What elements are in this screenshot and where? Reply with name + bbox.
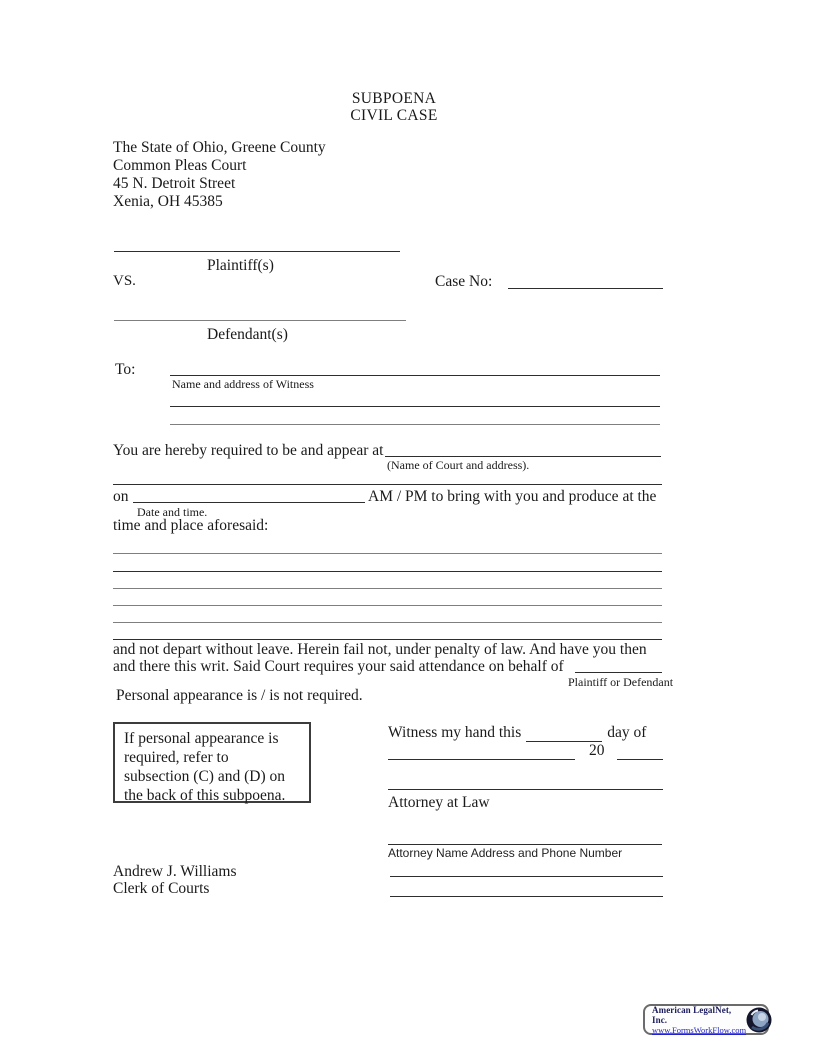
- defendant-label: Defendant(s): [207, 326, 288, 343]
- witness-hand-row: [388, 724, 646, 742]
- produce-item-line-3[interactable]: [113, 588, 662, 589]
- form-title-line1: SUBPOENA: [351, 90, 437, 107]
- year-prefix: 20: [589, 742, 605, 759]
- witness-day-field[interactable]: [526, 727, 602, 742]
- attorney-at-law-label: Attorney at Law: [388, 794, 490, 811]
- witness-month-field[interactable]: [388, 745, 575, 760]
- witness-year-field[interactable]: [617, 745, 663, 760]
- produce-item-line-4[interactable]: [113, 605, 662, 606]
- date-time-field[interactable]: [133, 502, 365, 503]
- court-address-continuation-field[interactable]: [113, 484, 662, 485]
- court-name-caption: (Name of Court and address).: [387, 458, 530, 472]
- am-pm-text: AM / PM to bring with you and produce at the: [368, 488, 657, 505]
- attorney-name-field[interactable]: [388, 844, 662, 845]
- globe-logo-icon: [746, 1007, 772, 1033]
- court-header: [113, 139, 326, 211]
- aforesaid-text: time and place aforesaid:: [113, 517, 269, 534]
- clerk-name: Andrew J. Williams: [113, 863, 237, 880]
- attorney-info-caption: Attorney Name Address and Phone Number: [388, 846, 623, 860]
- court-name-field[interactable]: [385, 456, 661, 457]
- form-title-line2: CIVIL CASE: [350, 107, 438, 124]
- produce-item-line-1[interactable]: [113, 553, 662, 554]
- vendor-website-link[interactable]: www.FormsWorkFlow.com: [652, 1024, 747, 1035]
- clerk-title: Clerk of Courts: [113, 880, 210, 897]
- vendor-badge: [643, 1004, 769, 1035]
- to-label: To:: [115, 361, 136, 378]
- witness-address-line-2[interactable]: [170, 406, 660, 407]
- court-header-city: Xenia, OH 45385: [113, 193, 223, 210]
- witness-lead-text: Witness my hand this: [388, 724, 522, 741]
- on-label: on: [113, 488, 129, 505]
- court-header-street: 45 N. Detroit Street: [113, 175, 236, 192]
- notice-line-2: required, refer to: [124, 749, 229, 766]
- notice-line-3: subsection (C) and (D) on: [124, 768, 285, 785]
- attorney-info-line-3[interactable]: [390, 896, 663, 897]
- defendant-name-field[interactable]: [114, 320, 406, 321]
- vendor-text: [652, 1005, 746, 1035]
- plaintiff-label: Plaintiff(s): [207, 257, 274, 274]
- attorney-signature-field[interactable]: [388, 789, 663, 790]
- case-no-label: Case No:: [435, 273, 493, 290]
- vendor-company-name: American LegalNet, Inc.: [652, 1004, 732, 1025]
- produce-item-line-2[interactable]: [113, 571, 662, 572]
- attorney-info-line-2[interactable]: [390, 876, 663, 877]
- party-caption: Plaintiff or Defendant: [568, 675, 674, 689]
- behalf-party-field[interactable]: [575, 672, 662, 673]
- witness-address-line-1[interactable]: [170, 375, 660, 376]
- day-of-label: day of: [607, 724, 647, 741]
- witness-address-line-3[interactable]: [170, 424, 660, 425]
- court-header-state: The State of Ohio, Greene County: [113, 139, 326, 156]
- case-number-field[interactable]: [508, 288, 663, 289]
- witness-caption: Name and address of Witness: [172, 377, 314, 391]
- vs-label: VS.: [113, 273, 136, 289]
- produce-item-line-5[interactable]: [113, 622, 662, 623]
- notice-line-1: If personal appearance is: [124, 730, 279, 747]
- writ-text-line2: and there this writ. Said Court requires your said attendance on behalf of: [113, 658, 564, 675]
- writ-text-line1: and not depart without leave. Herein fail not, under penalty of law. And have you then: [113, 641, 647, 658]
- date-time-caption: Date and time.: [137, 505, 208, 519]
- notice-line-4: the back of this subpoena.: [124, 787, 286, 804]
- personal-appearance-text: Personal appearance is / is not required.: [116, 687, 363, 704]
- require-appear-text: You are hereby required to be and appear at: [113, 442, 384, 459]
- produce-item-line-6[interactable]: [113, 639, 662, 640]
- plaintiff-name-field[interactable]: [114, 251, 400, 252]
- form-title: [294, 90, 494, 124]
- witness-date-row: [388, 742, 663, 760]
- personal-appearance-notice-box: [113, 722, 311, 803]
- court-header-court: Common Pleas Court: [113, 157, 247, 174]
